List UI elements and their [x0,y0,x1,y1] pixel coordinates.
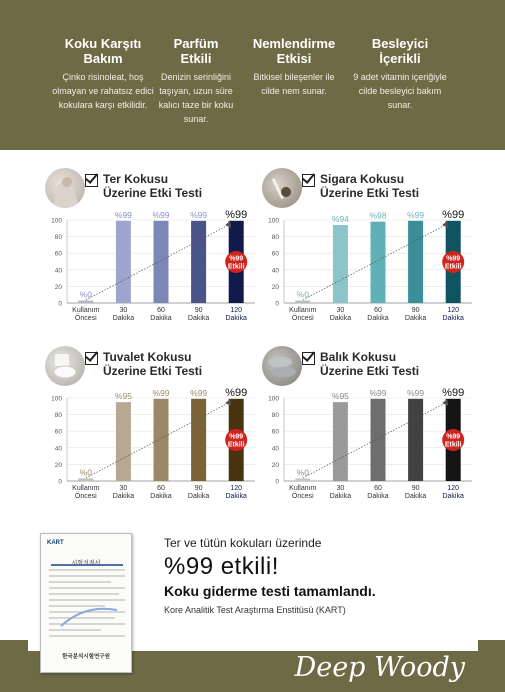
y-tick-label: 80 [271,412,279,420]
x-tick-label: Dakika [187,493,210,500]
effect-badge-line1: %99 [229,255,244,263]
bar [408,399,423,481]
feature-4-desc: 9 adet vitamin içeriğiyle cilde besleyici bakım sunar. [353,72,447,110]
x-tick-label: Öncesi [74,315,97,322]
data-label: %0 [79,467,92,478]
y-tick-label: 20 [271,283,279,291]
x-tick-label: 30 [119,485,128,492]
y-tick-label: 100 [268,395,279,403]
effect-badge-line2: Etkili [227,263,245,271]
checkbox-icon [302,174,315,187]
x-tick-label: Öncesi [74,493,97,500]
y-tick-label: 40 [54,445,62,453]
chart-toilet-plot [45,386,275,516]
y-tick-label: 40 [271,445,279,453]
chart-toilet-title-line1: Tuvalet Kokusu [103,350,192,364]
checkbox-icon [85,352,98,365]
bar [295,301,310,304]
chart-sweat-title-line2: Üzerine Etki Testi [103,186,203,200]
x-tick-label: 120 [447,485,460,492]
x-tick-label: 30 [336,485,345,492]
chart-fish-title-line2: Üzerine Etki Testi [320,364,420,378]
chart-toilet-title-line2: Üzerine Etki Testi [103,364,203,378]
y-tick-label: 60 [54,428,62,436]
x-tick-label: Kullanım [289,485,317,492]
checkbox-icon [85,174,98,187]
bar [333,225,348,303]
bar [116,221,131,303]
x-tick-label: Dakika [225,315,247,322]
x-tick-label: Öncesi [291,493,314,500]
x-tick-label: Dakika [225,493,247,500]
y-tick-label: 60 [54,250,62,258]
y-tick-label: 20 [54,283,62,291]
x-tick-label: Dakika [112,315,135,322]
chart-sweat [45,168,275,338]
result-headline: %99 etkili! [164,553,279,580]
x-tick-label: Dakika [329,315,352,322]
x-tick-label: 90 [194,485,203,492]
checkbox-icon [302,352,315,365]
feature-1-title: Koku Karşıtı Bakım [64,36,142,66]
y-tick-label: 0 [58,478,62,486]
y-tick-label: 80 [54,234,62,242]
feature-4 [342,36,458,112]
data-label: %99 [114,209,132,220]
chart-smoke [262,168,492,338]
chart-fish-title [320,350,419,378]
data-label: %0 [296,289,309,300]
chart-smoke-title-line1: Sigara Kokusu [320,172,405,186]
effect-badge-line2: Etkili [227,441,245,449]
x-tick-label: Dakika [150,493,172,500]
x-tick-label: Kullanım [72,307,100,314]
y-tick-label: 80 [54,412,62,420]
y-tick-label: 40 [271,267,279,275]
chart-fish [262,346,492,516]
bar [371,399,386,481]
bar [371,222,386,303]
result-lead: Ter ve tütün kokuları üzerinde [164,536,322,550]
y-tick-label: 60 [271,250,279,258]
y-tick-label: 0 [275,478,279,486]
data-label: %0 [296,467,309,478]
bar [191,221,206,303]
y-tick-label: 100 [51,395,62,403]
data-label: %99 [190,387,208,398]
bar [408,221,423,303]
x-tick-label: Kullanım [72,485,100,492]
x-tick-label: 60 [374,485,382,492]
y-tick-label: 20 [271,461,279,469]
certificate-stamp: 한국분석시험연구원 [62,654,110,660]
y-tick-label: 60 [271,428,279,436]
x-tick-label: 120 [447,307,460,314]
y-tick-label: 20 [54,461,62,469]
result-institute: Kore Analitik Test Araştırma Enstitüsü (KART) [164,605,346,615]
x-tick-label: Kullanım [289,307,317,314]
x-tick-label: Dakika [404,493,427,500]
sweat-photo-icon [45,168,85,208]
bar [78,479,93,482]
data-label: %98 [369,210,387,221]
chart-sweat-title [103,172,202,200]
certificate-image [40,533,132,673]
feature-3-title: Nemlendirme Etkisi [252,36,336,66]
data-label: %95 [331,391,349,402]
feature-2-desc: Denizin serinliğini taşıyan, uzun süre kalıcı taze bir koku sunar. [158,72,234,124]
result-subheadline: Koku giderme testi tamamlandı. [164,583,376,599]
x-tick-label: Dakika [367,315,389,322]
fish-photo-icon [262,346,302,386]
effect-badge-line2: Etkili [444,441,462,449]
y-tick-label: 0 [58,300,62,308]
bar [154,399,169,481]
effect-badge-line1: %99 [446,433,461,441]
y-tick-label: 80 [271,234,279,242]
trend-arrow-icon [442,221,448,228]
x-tick-label: 30 [119,307,128,314]
data-label: %99 [225,208,248,221]
data-label: %99 [369,387,387,398]
bar [191,399,206,481]
data-label: %99 [152,387,170,398]
x-tick-label: 120 [230,307,243,314]
x-tick-label: Dakika [150,315,172,322]
y-tick-label: 100 [51,217,62,225]
chart-toilet-title [103,350,202,378]
x-tick-label: Dakika [367,493,389,500]
data-label: %99 [407,387,425,398]
data-label: %94 [331,213,349,224]
chart-smoke-title-line2: Üzerine Etki Testi [320,186,420,200]
x-tick-label: Dakika [442,493,464,500]
x-tick-label: 60 [157,307,165,314]
data-label: %95 [114,391,132,402]
x-tick-label: 90 [411,485,420,492]
x-tick-label: Dakika [329,493,352,500]
chart-sweat-plot [45,208,275,338]
smoke-photo-icon [262,168,302,208]
effect-badge-line1: %99 [229,433,244,441]
chart-sweat-title-line1: Ter Kokusu [103,172,169,186]
data-label: %99 [407,209,425,220]
chart-fish-title-line1: Balık Kokusu [320,350,397,364]
x-tick-label: 30 [336,307,345,314]
feature-3-desc: Bitkisel bileşenler ile cilde nem sunar. [253,72,335,96]
x-tick-label: Dakika [442,315,464,322]
x-tick-label: Dakika [187,315,210,322]
bar [78,301,93,304]
feature-2-title: Parfüm Etkili [173,36,219,66]
effect-badge-line2: Etkili [444,263,462,271]
feature-3 [236,36,352,98]
certificate-logo: KART [47,540,64,546]
x-tick-label: 90 [194,307,203,314]
data-label: %99 [190,209,208,220]
trend-arrow-icon [225,399,231,406]
data-label: %99 [225,386,248,399]
brand-logo: Deep Woody [294,652,465,683]
toilet-photo-icon [45,346,85,386]
data-label: %99 [442,208,465,221]
y-tick-label: 100 [268,217,279,225]
y-tick-label: 40 [54,267,62,275]
x-tick-label: 120 [230,485,243,492]
chart-toilet [45,346,275,516]
x-tick-label: Dakika [112,493,135,500]
trend-arrow-icon [225,221,231,228]
bar [333,402,348,481]
x-tick-label: Öncesi [291,315,314,322]
data-label: %99 [152,209,170,220]
data-label: %0 [79,289,92,300]
feature-4-title: Besleyici İçerikli [371,36,429,66]
chart-smoke-plot [262,208,492,338]
x-tick-label: 90 [411,307,420,314]
x-tick-label: Dakika [404,315,427,322]
bar [154,221,169,303]
chart-smoke-title [320,172,419,200]
effect-badge-line1: %99 [446,255,461,263]
bar [116,402,131,481]
feature-1-desc: Çinko risinoleat, hoş olmayan ve rahatsız edici kokulara karşı etkilidir. [52,72,154,110]
bar [295,479,310,482]
data-label: %99 [442,386,465,399]
x-tick-label: 60 [157,485,165,492]
trend-arrow-icon [442,399,448,406]
chart-fish-plot [262,386,492,516]
x-tick-label: 60 [374,307,382,314]
y-tick-label: 0 [275,300,279,308]
